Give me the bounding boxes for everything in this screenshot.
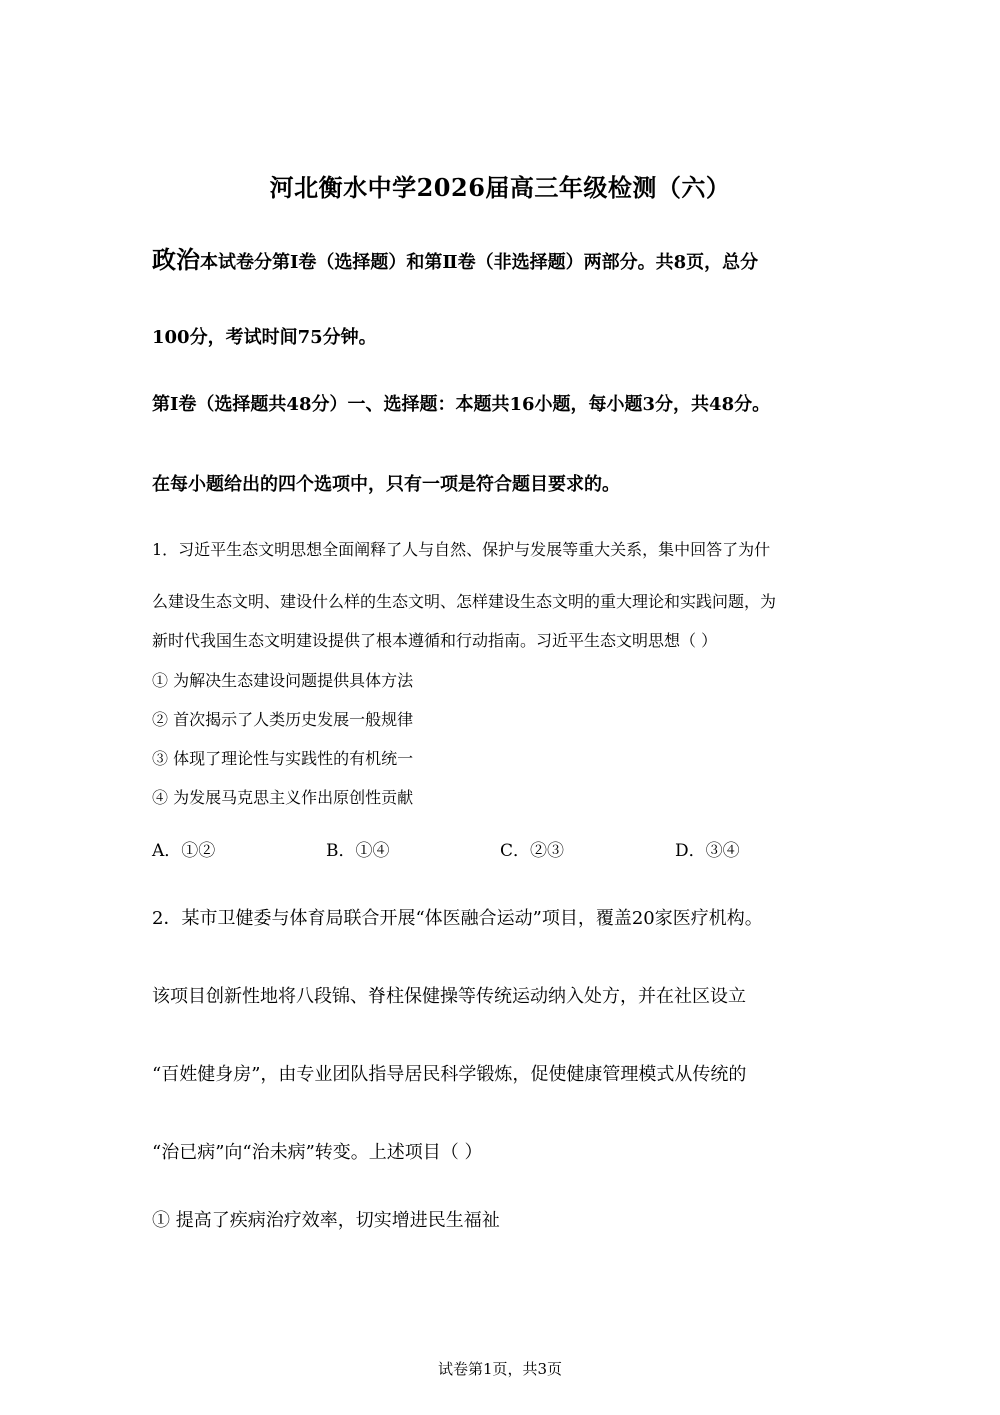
intro-text-1: 本试卷分第Ⅰ卷（选择题）和第Ⅱ卷（非选择题）两部分。共8页，总分 [200, 252, 759, 273]
q1-option-b: B．①④ [326, 841, 390, 861]
q1-stem-line-3: 新时代我国生态文明建设提供了根本遵循和行动指南。习近平生态文明思想（ ） [152, 631, 718, 650]
q1-stem-line-1: 1．习近平生态文明思想全面阐释了人与自然、保护与发展等重大关系，集中回答了为什 [152, 540, 771, 559]
q1-statement-3: ③ 体现了理论性与实践性的有机统一 [152, 749, 414, 768]
q2-statement-1: ① 提高了疾病治疗效率，切实增进民生福祉 [152, 1210, 500, 1231]
page-footer: 试卷第1页，共3页 [437, 1360, 563, 1378]
exam-title: 河北衡水中学2026届高三年级检测（六） [269, 173, 731, 202]
q1-statement-4: ④ 为发展马克思主义作出原创性贡献 [152, 788, 414, 807]
q1-statement-1: ① 为解决生态建设问题提供具体方法 [152, 671, 414, 690]
intro-line-1 [152, 240, 758, 275]
section-heading: 第Ⅰ卷（选择题共48分）一、选择题：本题共16小题，每小题3分，共48分。 [152, 394, 771, 415]
q2-stem-line-1: 2．某市卫健委与体育局联合开展“体医融合运动”项目，覆盖20家医疗机构。 [152, 908, 763, 929]
q2-stem-line-4: “治已病”向“治未病”转变。上述项目（ ） [152, 1142, 483, 1163]
subject-label: 政治 [152, 245, 200, 274]
q1-stem-line-2: 么建设生态文明、建设什么样的生态文明、怎样建设生态文明的重大理论和实践问题，为 [152, 592, 777, 611]
section-instruction: 在每小题给出的四个选项中，只有一项是符合题目要求的。 [152, 474, 620, 495]
q1-option-a: A．①② [152, 841, 216, 861]
q1-option-c: C．②③ [500, 841, 565, 861]
q2-stem-line-2: 该项目创新性地将八段锦、脊柱保健操等传统运动纳入处方，并在社区设立 [152, 986, 746, 1007]
q1-statement-2: ② 首次揭示了人类历史发展一般规律 [152, 710, 414, 729]
intro-text-2: 100分，考试时间75分钟。 [152, 327, 377, 348]
q1-option-d: D．③④ [675, 841, 740, 861]
q2-stem-line-3: “百姓健身房”，由专业团队指导居民科学锻炼，促使健康管理模式从传统的 [152, 1064, 747, 1085]
